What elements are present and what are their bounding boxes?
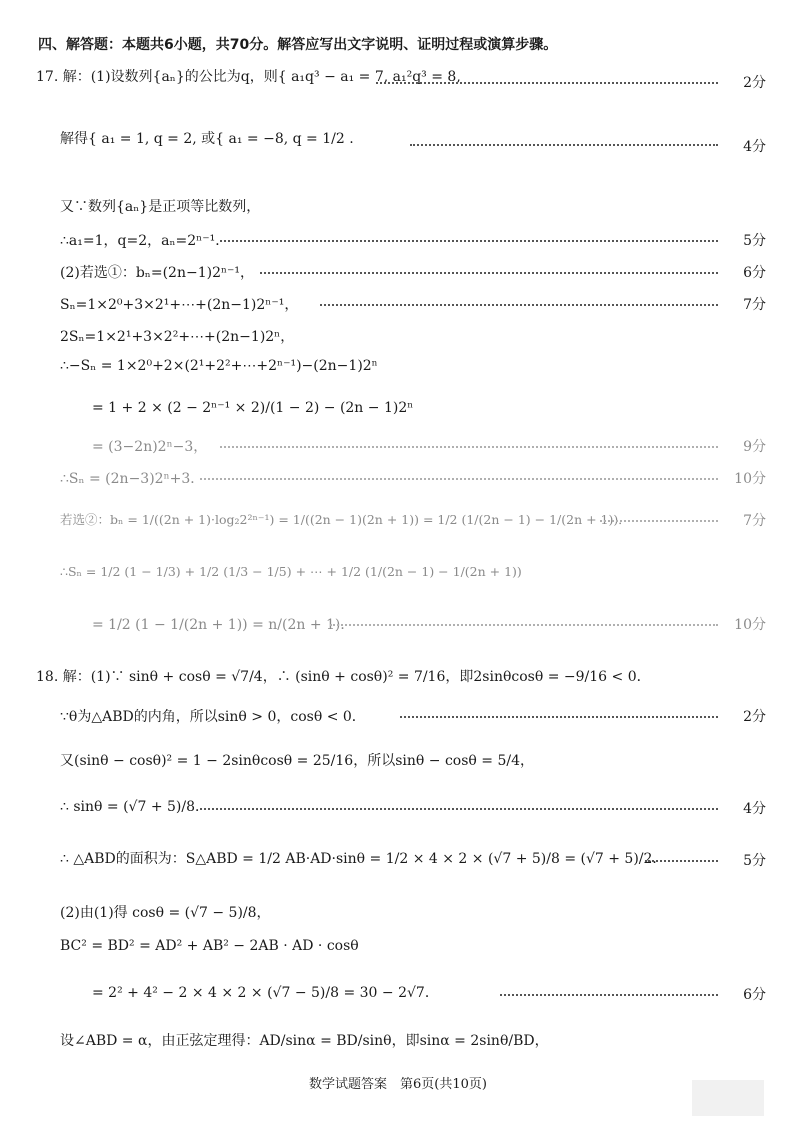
line-text: 2Sₙ=1×2¹+3×2²+⋯+(2n−1)2ⁿ， — [60, 329, 295, 345]
solution-line-17-positive — [0, 196, 796, 216]
dot-leader — [600, 520, 718, 522]
score-label: 2分 — [743, 709, 766, 725]
solution-line-17-minus-sn — [0, 358, 796, 378]
solution-line-17-option2-sum — [0, 562, 796, 586]
line-text: BC² = BD² = AD² + AB² − 2AB · AD · cosθ — [60, 938, 359, 954]
line-text: ∵θ为△ABD的内角，所以sinθ > 0，cosθ < 0． — [60, 709, 366, 725]
line-text: = 1/2 (1 − 1/(2n + 1)) = n/(2n + 1)． — [92, 617, 355, 633]
solution-line-17-sn-final — [0, 468, 796, 488]
score-label: 10分 — [734, 617, 766, 633]
corner-mark — [692, 1080, 764, 1116]
solution-line-17-2sn — [0, 326, 796, 346]
solution-line-17-solve — [0, 124, 796, 168]
page-footer: 数学试题答案 第6页(共10页) — [309, 1077, 487, 1092]
solution-line-17-result — [0, 230, 796, 250]
line-text: 18. 解：(1)∵ sinθ + cosθ = √7/4，∴ (sinθ + cosθ)² = 7/16，即2sinθcosθ = −9/16 < 0． — [36, 669, 651, 685]
score-label: 5分 — [743, 233, 766, 249]
line-text: ∴−Sₙ = 1×2⁰+2×(2¹+2²+⋯+2ⁿ⁻¹)−(2n−1)2ⁿ — [60, 358, 378, 374]
score-label: 2分 — [743, 75, 766, 91]
dot-leader — [260, 272, 718, 274]
solution-line-18-2 — [0, 900, 796, 926]
line-text: ∴ △ABD的面积为：S△ABD = 1/2 AB·AD·sinθ = 1/2 × 4 × 2 × (√7 + 5)/8 = (√7 + 5)/2． — [60, 851, 667, 867]
score-label: 9分 — [743, 439, 766, 455]
dot-leader — [500, 994, 718, 996]
score-label: 4分 — [743, 139, 766, 155]
score-label: 7分 — [743, 297, 766, 313]
dot-leader — [220, 240, 718, 242]
solution-line-17-2 — [0, 262, 796, 282]
solution-line-18-bc-calc — [0, 980, 796, 1006]
dot-leader — [200, 808, 718, 810]
solution-line-18-diff — [0, 748, 796, 774]
solution-line-18-angle — [0, 706, 796, 726]
solution-line-17-1 — [0, 66, 796, 106]
line-text: 设∠ABD = α，由正弦定理得：AD/sinα = BD/sinθ，即sinα = 2sinθ/BD， — [60, 1033, 549, 1049]
solution-line-17-calc — [0, 396, 796, 426]
line-text: (2)若选①：bₙ=(2n−1)2ⁿ⁻¹， — [60, 265, 255, 281]
line-text: 解得{ a₁ = 1, q = 2, 或{ a₁ = −8, q = 1/2 . — [60, 131, 354, 147]
solution-line-17-option2 — [0, 508, 796, 532]
dot-leader — [645, 860, 718, 862]
score-label: 6分 — [743, 987, 766, 1003]
score-label: 7分 — [743, 513, 766, 529]
dot-leader — [376, 82, 718, 84]
solution-line-17-option2-result — [0, 612, 796, 636]
dot-leader — [220, 446, 718, 448]
line-text: (2)由(1)得 cosθ = (√7 − 5)/8， — [60, 905, 271, 921]
score-label: 4分 — [743, 801, 766, 817]
line-text: = 1 + 2 × (2 − 2ⁿ⁻¹ × 2)/(1 − 2) − (2n − 1)2ⁿ — [92, 400, 414, 416]
dot-leader — [320, 304, 718, 306]
score-label: 10分 — [734, 471, 766, 487]
section-header: 四、解答题：本题共6小题，共70分。解答应写出文字说明、证明过程或演算步骤。 — [38, 37, 558, 53]
score-label: 6分 — [743, 265, 766, 281]
line-text: = (3−2n)2ⁿ−3， — [92, 439, 208, 455]
line-text: 又(sinθ − cosθ)² = 1 − 2sinθcosθ = 25/16，所以sinθ − cosθ = 5/4， — [60, 753, 534, 769]
line-text: 17. 解：(1)设数列{aₙ}的公比为q，则{ a₁q³ − a₁ = 7, a₁²q³ = 8, — [36, 69, 461, 85]
solution-line-18-1 — [0, 664, 796, 690]
solution-line-18-sine-rule — [0, 1028, 796, 1054]
line-text: ∴Sₙ = (2n−3)2ⁿ+3． — [60, 471, 205, 487]
line-text: = 2² + 4² − 2 × 4 × 2 × (√7 − 5)/8 = 30 − 2√7． — [92, 985, 439, 1001]
dot-leader — [330, 624, 718, 626]
solution-line-17-calc2 — [0, 436, 796, 456]
dot-leader — [410, 144, 718, 146]
dot-leader — [400, 716, 718, 718]
line-text: 若选②：bₙ = 1/((2n + 1)·log₂2²ⁿ⁻¹) = 1/((2n − 1)(2n + 1)) = 1/2 (1/(2n − 1) − 1/(2n + 1))． — [60, 512, 631, 527]
line-text: Sₙ=1×2⁰+3×2¹+⋯+(2n−1)2ⁿ⁻¹， — [60, 297, 299, 313]
solution-line-18-bc — [0, 938, 796, 958]
line-text: ∴a₁=1，q=2，aₙ=2ⁿ⁻¹． — [60, 233, 230, 249]
score-label: 5分 — [743, 853, 766, 869]
solution-line-18-sin — [0, 794, 796, 820]
line-text: ∴ sinθ = (√7 + 5)/8． — [60, 799, 210, 815]
solution-line-18-area — [0, 846, 796, 872]
solution-line-17-sn — [0, 294, 796, 314]
line-text: ∴Sₙ = 1/2 (1 − 1/3) + 1/2 (1/3 − 1/5) + ⋯ + 1/2 (1/(2n − 1) − 1/(2n + 1)) — [60, 564, 522, 579]
line-text: 又∵数列{aₙ}是正项等比数列， — [60, 199, 261, 215]
dot-leader — [200, 478, 718, 480]
